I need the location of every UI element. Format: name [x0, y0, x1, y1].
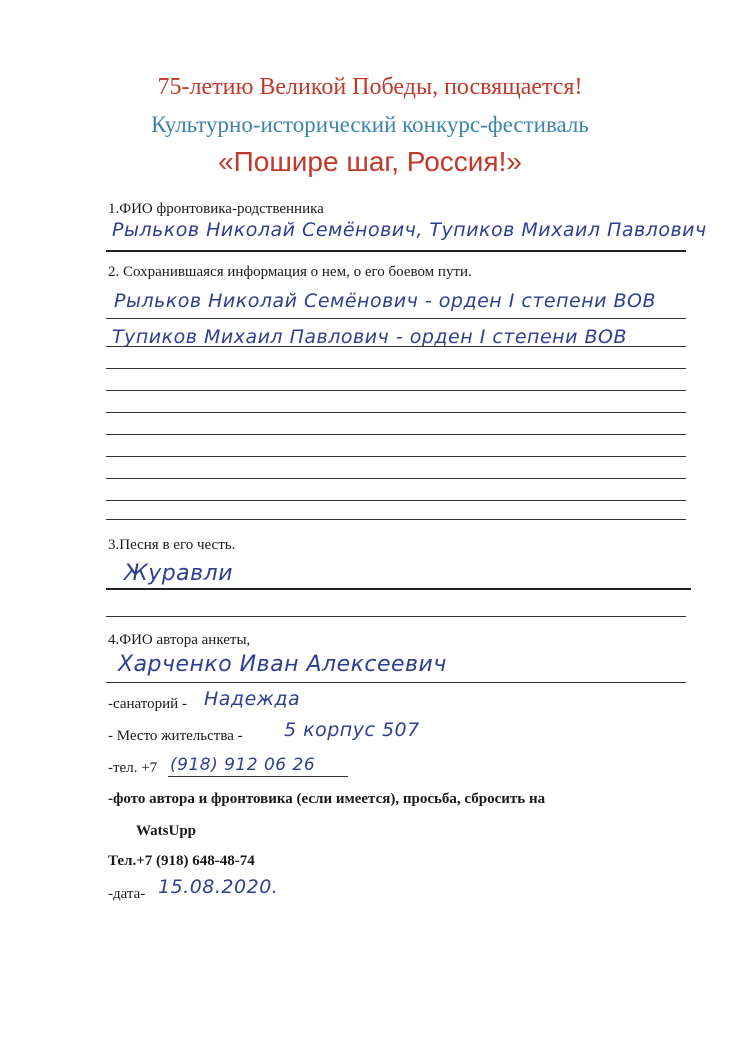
phone-answer-line [168, 776, 348, 777]
header-slogan: «Пошире шаг, Россия!» [218, 146, 522, 177]
section4-label: 4.ФИО автора анкеты, [108, 632, 251, 648]
section3-answer-line-2 [106, 616, 686, 617]
section2-answer-line-5 [106, 412, 686, 413]
section1-answer-line [106, 250, 686, 252]
section2-answer-line-9 [106, 500, 686, 501]
sanatorium-label: -санаторий - [108, 696, 187, 712]
messenger-name: WatsUpp [136, 823, 197, 839]
section2-answer-line-8 [106, 478, 686, 479]
section4-answer-line [106, 682, 686, 683]
sanatorium-value: Надежда [204, 688, 301, 710]
section2-label: 2. Сохранившаяся информация о нем, о его боевом пути. [108, 264, 472, 280]
section2-handwritten-line-1: Рыльков Николай Семёнович - орден I степени ВОВ [114, 290, 657, 312]
header-contest-name: Культурно-исторический конкурс-фестиваль [151, 112, 589, 137]
section2-answer-line-7 [106, 456, 686, 457]
section2-answer-line-2 [106, 346, 686, 347]
section3-answer-line-1 [106, 588, 691, 590]
date-value: 15.08.2020. [158, 876, 279, 898]
section2-answer-line-6 [106, 434, 686, 435]
section2-answer-line-4 [106, 390, 686, 391]
residence-label: - Место жительства - [108, 728, 243, 744]
section2-handwritten-line-2: Тупиков Михаил Павлович - орден I степени ВОВ [112, 326, 627, 348]
section2-answer-line-3 [106, 368, 686, 369]
section3-label: 3.Песня в его честь. [108, 537, 236, 553]
section2-answer-line-10 [106, 519, 686, 520]
photo-request-note: -фото автора и фронтовика (если имеется), просьба, сбросить на [108, 791, 546, 807]
phone-value: (918) 912 06 26 [170, 755, 316, 775]
residence-value: 5 корпус 507 [284, 719, 420, 741]
date-label: -дата- [108, 886, 146, 902]
contact-phone: Тел.+7 (918) 648-48-74 [108, 853, 255, 869]
section3-handwritten-answer: Журавли [124, 561, 233, 586]
section4-handwritten-author: Харченко Иван Алексеевич [118, 652, 447, 677]
section1-handwritten-answer: Рыльков Николай Семёнович, Тупиков Михаил Павлович [112, 219, 707, 241]
section2-answer-line-1 [106, 318, 686, 319]
section1-label: 1.ФИО фронтовика-родственника [108, 201, 324, 217]
phone-label: -тел. +7 [108, 760, 158, 776]
header-dedication: 75-летию Великой Победы, посвящается! [157, 74, 583, 100]
